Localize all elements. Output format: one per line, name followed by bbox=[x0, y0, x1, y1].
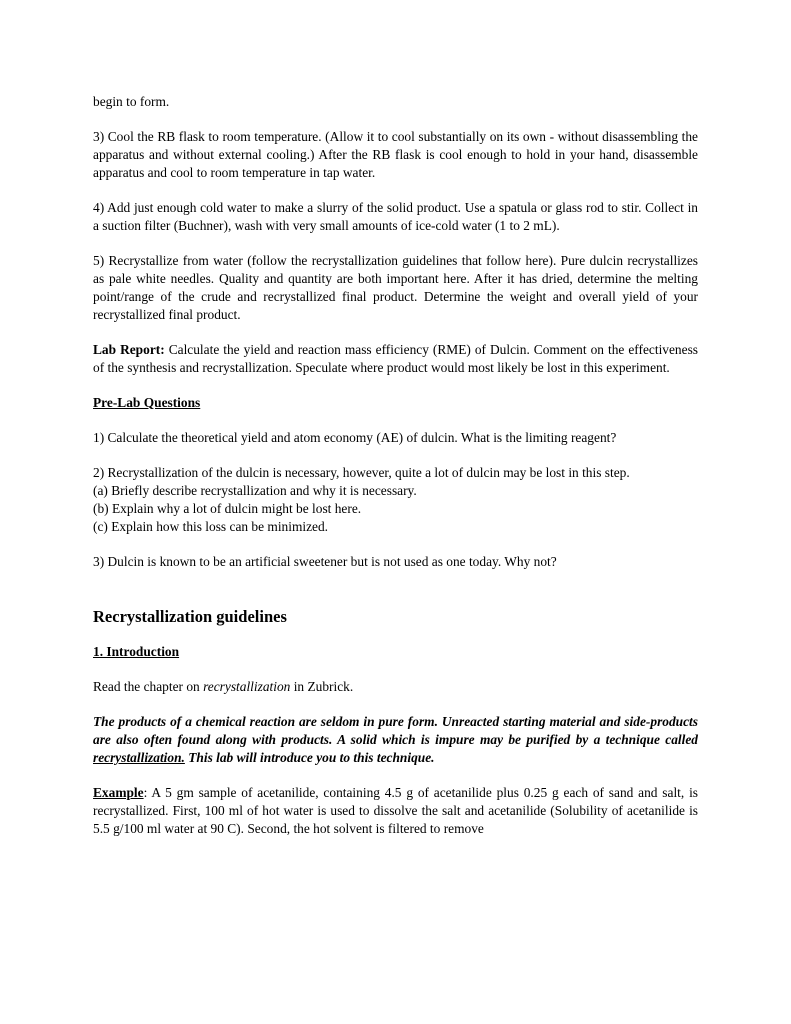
continuation-text: begin to form. bbox=[93, 94, 170, 109]
procedure-step-3: 3) Cool the RB flask to room temperature. (Allow it to cool substantially on its own - without disassembling the apparatus and without external cooling.) After the RB flask is cool enough to hold in your hand, disassemble apparatus and cool to room temperature in tap water. bbox=[93, 129, 698, 180]
procedure-step-4: 4) Add just enough cold water to make a slurry of the solid product. Use a spatula or glass rod to stir. Collect in a suction filter (Buchner), wash with very small amounts of ice-cold water (1 to 2 mL). bbox=[93, 200, 698, 233]
lab-report-paragraph bbox=[93, 341, 698, 377]
procedure-step-5: 5) Recrystallize from water (follow the recrystallization guidelines that follow here). Pure dulcin recrystallizes as pale white needles. Quality and quantity are both important here. After it has dried, determine the melting point/range of the crude and recrystallized final product. Determine the weight and overall yield of your recrystallized final product. bbox=[93, 253, 698, 322]
example-label: Example bbox=[93, 785, 144, 800]
lab-report-label: Lab Report: bbox=[93, 342, 165, 357]
prelab-question-1: 1) Calculate the theoretical yield and atom economy (AE) of dulcin. What is the limiting reagent? bbox=[93, 430, 617, 445]
read-chapter-text bbox=[93, 678, 698, 696]
prelab-question-2a: (a) Briefly describe recrystallization and why it is necessary. bbox=[93, 483, 417, 498]
guidelines-title: Recrystallization guidelines bbox=[93, 607, 287, 626]
introduction-heading: 1. Introduction bbox=[93, 644, 180, 659]
example-text: : A 5 gm sample of acetanilide, containing 4.5 g of acetanilide plus 0.25 g each of sand and salt, is recrystallized. First, 100 ml of hot water is used to dissolve the salt and acetanilide (Solubility of acetanilide is 5.5 g/100 ml water at 90 C). Second, the hot solvent is filtered to remove bbox=[93, 785, 698, 836]
emphasis-underlined: recrystallization. bbox=[93, 750, 185, 765]
example-paragraph bbox=[93, 784, 698, 838]
prelab-heading: Pre-Lab Questions bbox=[93, 395, 201, 410]
emphasis-paragraph bbox=[93, 713, 698, 767]
prelab-question-2: 2) Recrystallization of the dulcin is necessary, however, quite a lot of dulcin may be lost in this step. bbox=[93, 465, 630, 480]
prelab-question-3: 3) Dulcin is known to be an artificial sweetener but is not used as one today. Why not? bbox=[93, 554, 557, 569]
prelab-question-2b: (b) Explain why a lot of dulcin might be lost here. bbox=[93, 501, 362, 516]
read-post: in Zubrick. bbox=[290, 679, 354, 694]
lab-report-text: Calculate the yield and reaction mass efficiency (RME) of Dulcin. Comment on the effectiveness of the synthesis and recrystallization. Speculate where product would most likely be lost in this experiment. bbox=[93, 342, 698, 375]
read-pre: Read the chapter on bbox=[93, 679, 204, 694]
emphasis-post: This lab will introduce you to this technique. bbox=[184, 750, 435, 765]
prelab-question-2c: (c) Explain how this loss can be minimized. bbox=[93, 519, 329, 534]
read-emphasis: recrystallization bbox=[203, 679, 291, 694]
emphasis-pre: The products of a chemical reaction are seldom in pure form. Unreacted starting material and side-products are also often found along with products. A solid which is impure may be purified by a technique called bbox=[93, 714, 698, 747]
document-page bbox=[93, 93, 698, 855]
